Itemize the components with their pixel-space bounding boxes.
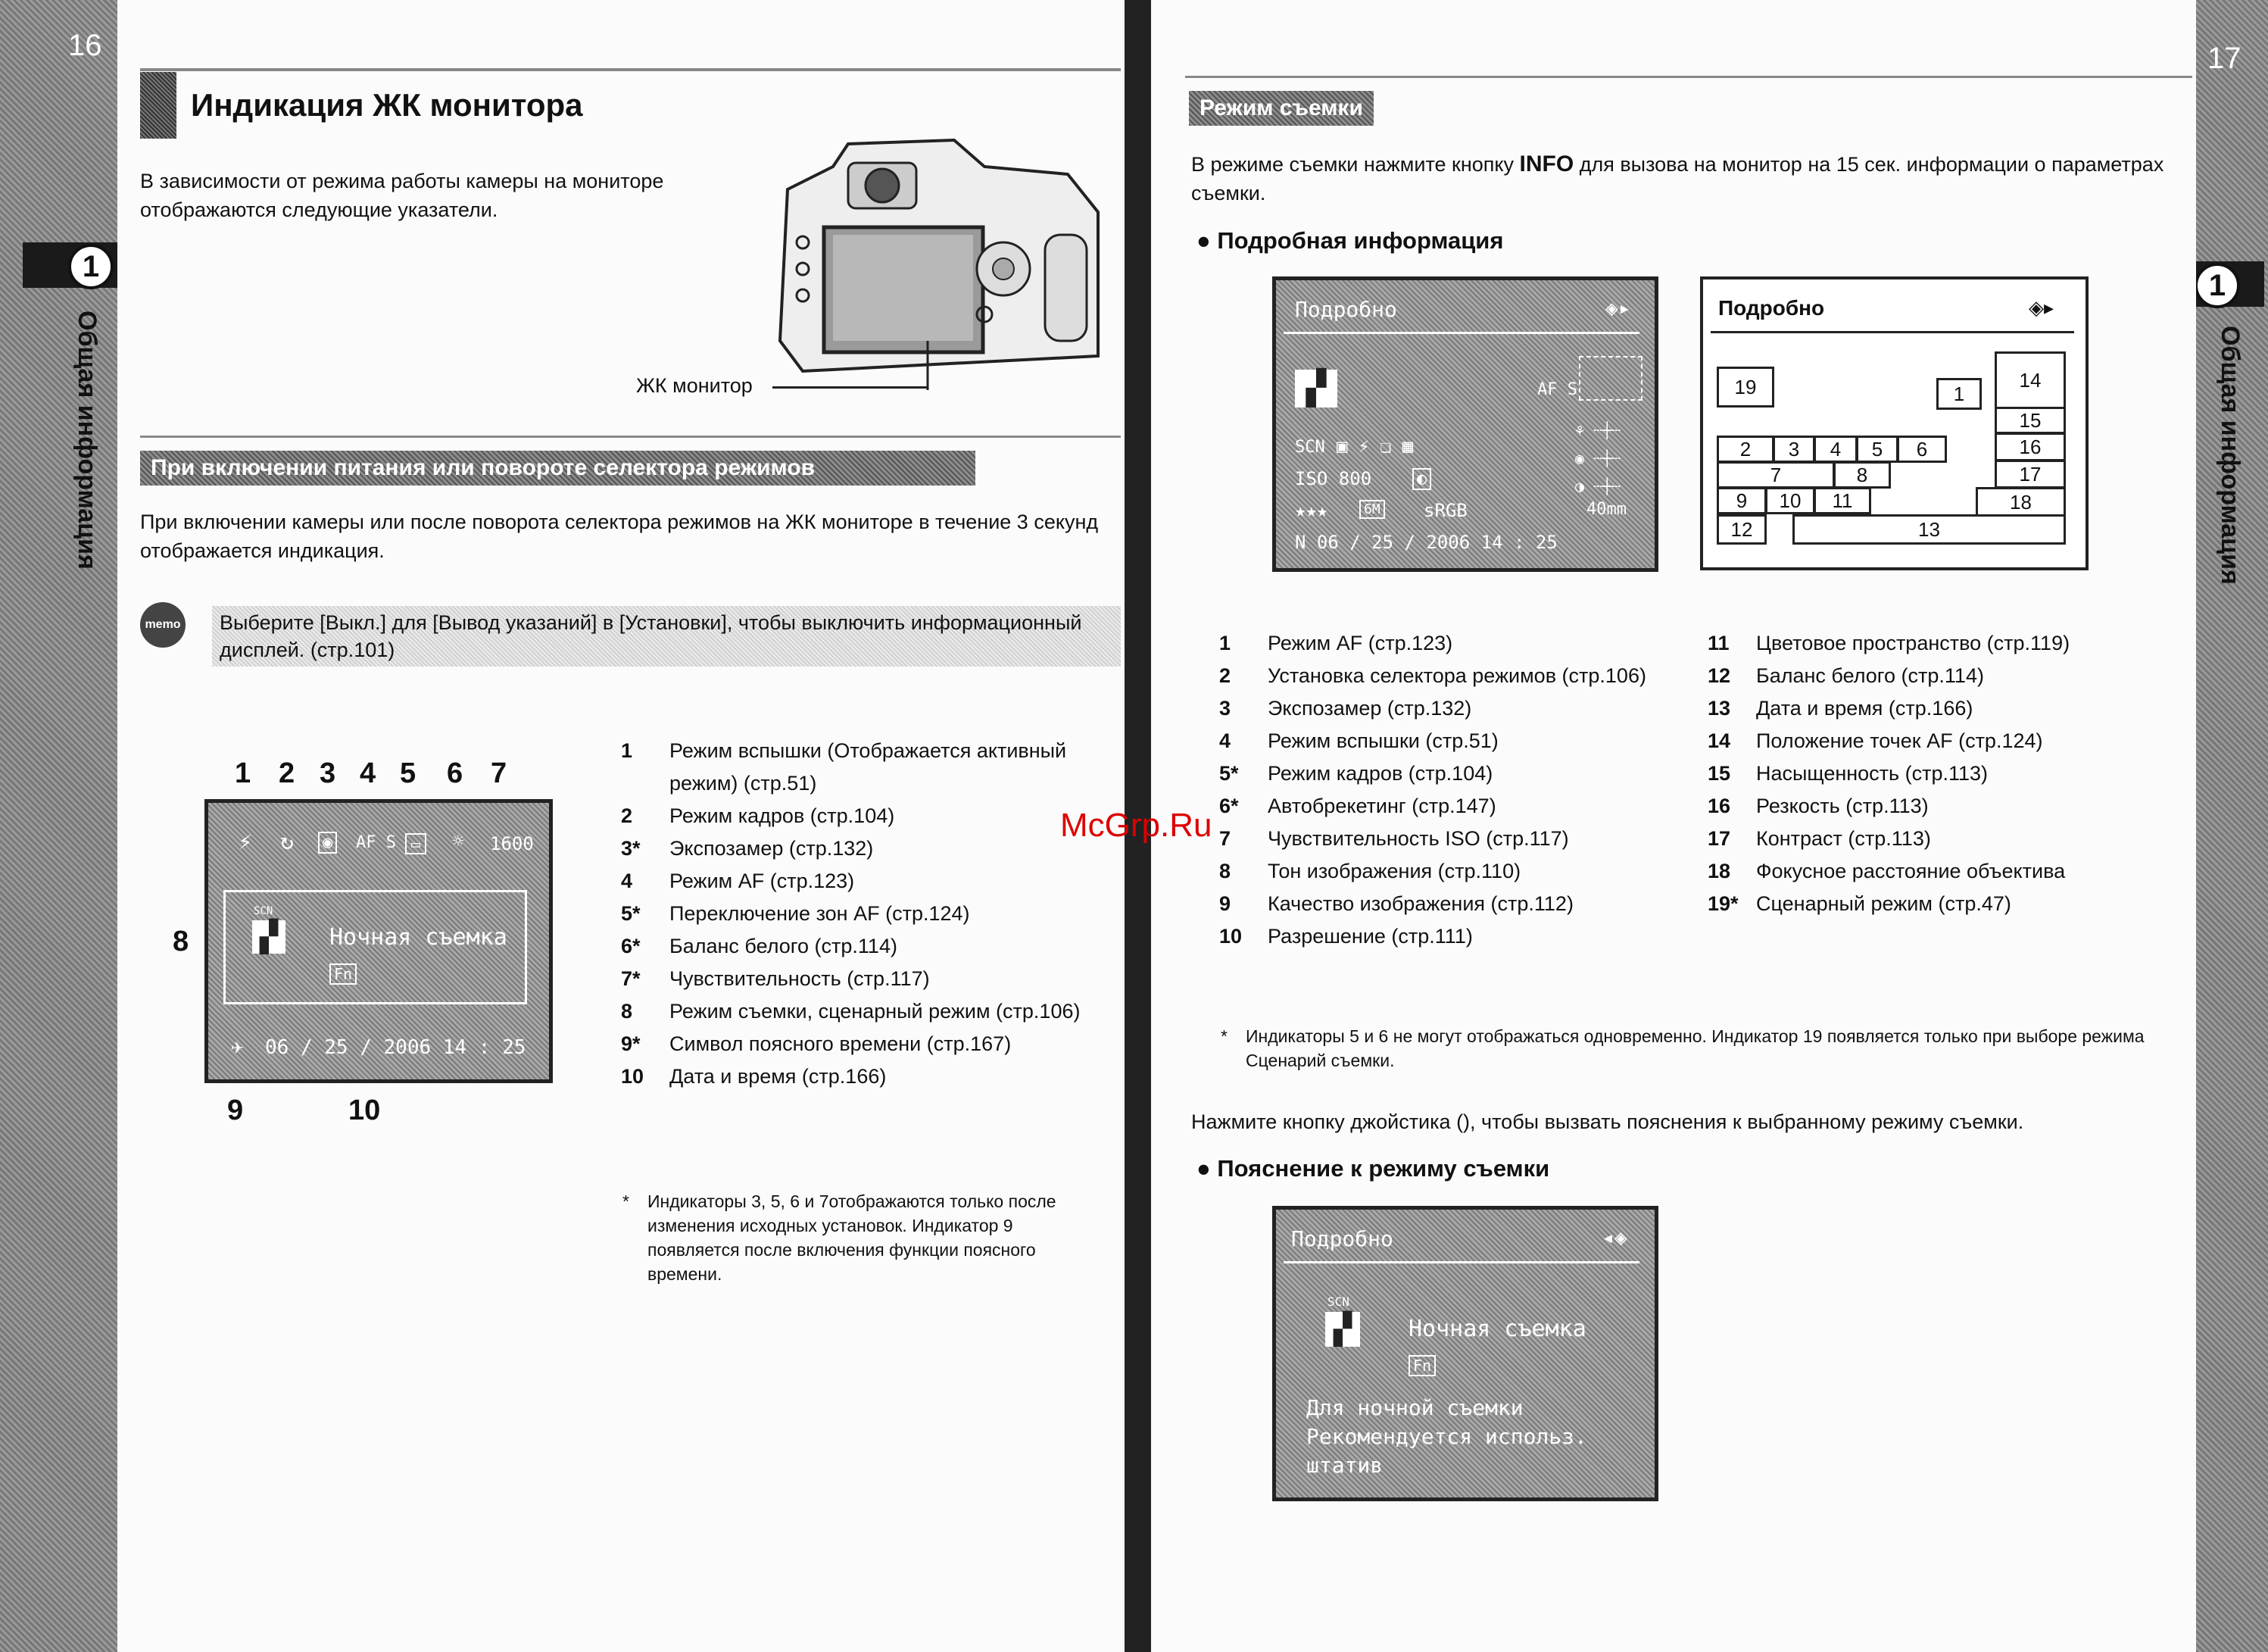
- list-item: 7* Чувствительность (стр.117): [621, 967, 930, 990]
- callout-6: 6: [447, 757, 463, 789]
- left-footnote: Индикаторы 3, 5, 6 и 7отображаются только после изменения исходных установок. Индикатор 9 появляется после включения функции поясного времени.: [647, 1191, 1056, 1284]
- night-scene-icon: ▞: [1325, 1312, 1360, 1347]
- section-banner: При включении питания или повороте селектора режимов: [140, 451, 975, 486]
- diagram-cell-14: 14: [1995, 351, 2066, 409]
- af-area-icon: ▭: [405, 833, 426, 854]
- list-item: 8 Режим съемки, сценарный режим (стр.106): [621, 1000, 1081, 1023]
- iso-value: 1600: [490, 833, 534, 854]
- callout-2: 2: [279, 757, 295, 789]
- list-item: 10 Разрешение (стр.111): [1219, 925, 1473, 948]
- camera-illustration: [757, 121, 1106, 394]
- white-balance-icon: ☼: [452, 830, 464, 853]
- diagram-cell-5: 5: [1856, 436, 1898, 463]
- night-scene-icon: ▞: [1295, 370, 1337, 408]
- title-marker: [140, 72, 176, 139]
- list-item: 6* Автобрекетинг (стр.147): [1219, 795, 1496, 817]
- diagram-cell-4: 4: [1814, 436, 1858, 463]
- callout-3: 3: [320, 757, 336, 789]
- callout-5: 5: [400, 757, 416, 789]
- right-edge: [2196, 0, 2268, 1652]
- lcd-title: Подробно: [1291, 1226, 1393, 1251]
- intro-text: В зависимости от режима работы камеры на мониторе отображаются следующие указатели.: [140, 170, 664, 221]
- list-item: 18 Фокусное расстояние объектива: [1708, 860, 2066, 882]
- diagram-cell-2: 2: [1717, 436, 1774, 463]
- section-rule: [140, 436, 1121, 438]
- list-item: 16 Резкость (стр.113): [1708, 795, 1929, 817]
- diagram-cell-19: 19: [1717, 367, 1774, 408]
- list-item: 4 Режим AF (стр.123): [621, 870, 855, 892]
- list-item: 15 Насыщенность (стр.113): [1708, 762, 1989, 785]
- lcd-datetime: N 06 / 25 / 2006 14 : 25: [1295, 532, 1558, 553]
- memo-icon: memo: [140, 602, 186, 648]
- diagram-cell-11: 11: [1814, 487, 1871, 514]
- lcd-datetime: 06 / 25 / 2006 14 : 25: [265, 1036, 526, 1059]
- fn-button-icon: Fn: [329, 963, 357, 985]
- night-scene-icon: ▞: [252, 920, 285, 954]
- list-item: 3 Экспозамер (стр.132): [1219, 697, 1472, 720]
- diagram-cell-1: 1: [1936, 378, 1982, 410]
- page-number-right: 17: [2207, 42, 2241, 75]
- af-mode: AF S: [1537, 380, 1577, 399]
- shooting-mode-banner: Режим съемки: [1189, 91, 1374, 126]
- lcd-mode-explanation: [1272, 1206, 1658, 1501]
- diagram-cell-13: 13: [1792, 514, 2066, 545]
- list-item: 2 Режим кадров (стр.104): [621, 804, 895, 827]
- list-item: 9* Символ поясного времени (стр.167): [621, 1032, 1012, 1055]
- list-item: 1 Режим AF (стр.123): [1219, 632, 1453, 654]
- list-item: 12 Баланс белого (стр.114): [1708, 664, 1984, 687]
- chapter-label-right: Общая информация: [2216, 326, 2245, 585]
- metering-icon: ◉: [318, 832, 337, 854]
- list-item: 14 Положение точек AF (стр.124): [1708, 729, 2043, 752]
- list-item: 8 Тон изображения (стр.110): [1219, 860, 1521, 882]
- chapter-number-left: 1: [68, 244, 114, 289]
- info-button-label: INFO: [1519, 151, 1574, 176]
- list-item: 5* Режим кадров (стр.104): [1219, 762, 1493, 785]
- color-space: sRGB: [1424, 500, 1468, 521]
- list-item: 13 Дата и время (стр.166): [1708, 697, 1973, 720]
- list-item: 5* Переключение зон AF (стр.124): [621, 902, 970, 925]
- info-nav-icon: ◈▸: [2029, 296, 2054, 319]
- right-intro: В режиме съемки нажмите кнопку INFO для вызова на монитор на 15 сек. информации о параметрах съемки.: [1191, 151, 2164, 205]
- diagram-cell-15: 15: [1995, 407, 2066, 434]
- af-points-icon: [1579, 356, 1643, 401]
- diagram-cell-3: 3: [1773, 436, 1815, 463]
- joystick-text: Нажмите кнопку джойстика (), чтобы вызвать пояснения к выбранному режиму съемки.: [1191, 1110, 2024, 1133]
- title-rule: [140, 68, 1121, 71]
- info-nav-icon: ◈▸: [1605, 295, 1631, 320]
- heading-detailed-info: ● Подробная информация: [1196, 227, 1504, 254]
- diagram-title: Подробно: [1718, 296, 1825, 320]
- left-legend-list: [621, 735, 1106, 1093]
- lcd-detailed-screen: [1272, 276, 1658, 572]
- watermark: McGrp.Ru: [1060, 807, 1212, 844]
- fn-button-icon: Fn: [1409, 1355, 1436, 1376]
- world-time-icon: ✈: [231, 1034, 244, 1059]
- list-item: 1 Режим вспышки (Отображается активный режим) (стр.51): [621, 739, 1067, 795]
- chapter-number-right: 1: [2195, 263, 2240, 308]
- callout-1: 1: [235, 757, 251, 789]
- list-item: 2 Установка селектора режимов (стр.106): [1219, 664, 1646, 687]
- right-footnote: Индикаторы 5 и 6 не могут отображаться одновременно. Индикатор 19 появляется только при выборе режима Сценарий съемки.: [1246, 1026, 2145, 1070]
- list-item: 10 Дата и время (стр.166): [621, 1065, 887, 1088]
- quality-stars: ★★★: [1295, 500, 1328, 521]
- diagram-cell-7: 7: [1717, 461, 1835, 489]
- iso-value: ISO 800: [1295, 468, 1372, 489]
- info-nav-icon: ◂◈: [1602, 1225, 1627, 1250]
- list-item: 3* Экспозамер (стр.132): [621, 837, 874, 860]
- explanation-line-3: штатив: [1306, 1453, 1384, 1478]
- diagram-cell-10: 10: [1765, 487, 1815, 514]
- diagram-cell-8: 8: [1833, 461, 1891, 489]
- lcd-title: Подробно: [1295, 297, 1397, 322]
- callout-4: 4: [360, 757, 376, 789]
- diagram-cell-18: 18: [1976, 487, 2066, 517]
- chapter-label-left: Общая информация: [73, 311, 101, 570]
- diagram-cell-16: 16: [1995, 433, 2066, 461]
- right-legend-list-a: [1219, 627, 1689, 953]
- lcd-title-rule: [1284, 1261, 1639, 1263]
- list-item: 17 Контраст (стр.113): [1708, 827, 1931, 850]
- explanation-line-2: Рекомендуется использ.: [1306, 1424, 1587, 1449]
- af-mode: AF S: [356, 833, 396, 852]
- scene-name: Ночная съемка: [329, 924, 507, 951]
- left-note-mark: *: [622, 1191, 629, 1211]
- list-item: 19* Сценарный режим (стр.47): [1708, 892, 2011, 915]
- image-tone-icon: ◐: [1412, 468, 1431, 490]
- diagram-cell-17: 17: [1995, 460, 2066, 489]
- right-rule: [1185, 76, 2192, 78]
- parameter-sliders-icon: ⚘ ┄┼┄ ◉ ┄┼┄ ◑ ┄┼┄: [1575, 421, 1621, 495]
- resolution-icon: 6M: [1359, 500, 1385, 519]
- callout-8: 8: [173, 926, 189, 957]
- right-legend-list-b: [1708, 627, 2177, 920]
- list-item: 9 Качество изображения (стр.112): [1219, 892, 1574, 915]
- list-item: 7 Чувствительность ISO (стр.117): [1219, 827, 1569, 850]
- status-icons-row: ▣ ⚡ ❏ ▦: [1337, 436, 1414, 457]
- memo-text: Выберите [Выкл.] для [Вывод указаний] в [Установки], чтобы выключить информационный дисплей. (стр.101): [212, 606, 1121, 667]
- explanation-line-1: Для ночной съемки: [1306, 1395, 1524, 1420]
- callout-7: 7: [491, 757, 507, 789]
- scn-label: SCN: [1295, 438, 1325, 457]
- focal-length: 40mm: [1586, 500, 1627, 519]
- lcd-screen-left: [204, 799, 553, 1083]
- list-item: 11 Цветовое пространство (стр.119): [1708, 632, 2070, 654]
- scene-name: Ночная съемка: [1409, 1316, 1586, 1342]
- lcd-title-rule: [1284, 332, 1639, 334]
- caption-leader: [772, 386, 928, 389]
- diagram-title-rule: [1711, 331, 2074, 333]
- page-number-left: 16: [68, 29, 102, 62]
- list-item: 4 Режим вспышки (стр.51): [1219, 729, 1499, 752]
- list-item: 6* Баланс белого (стр.114): [621, 935, 897, 957]
- flash-icon: ⚡: [239, 829, 253, 855]
- right-note-mark: *: [1221, 1026, 1228, 1046]
- power-text: При включении камеры или после поворота селектора режимов на ЖК мониторе в течение 3 секунд отображается индикация.: [140, 511, 1099, 562]
- scn-label: SCN: [254, 905, 273, 917]
- scn-label: SCN: [1327, 1294, 1349, 1309]
- diagram-cell-6: 6: [1897, 436, 1947, 463]
- layout-diagram: [1700, 276, 2089, 570]
- drive-icon: ↻: [280, 829, 295, 855]
- callout-10: 10: [348, 1095, 381, 1126]
- camera-caption: ЖК монитор: [636, 374, 753, 397]
- callout-9: 9: [227, 1095, 244, 1126]
- page-title: Индикация ЖК монитора: [191, 87, 583, 123]
- heading-mode-explanation: ● Пояснение к режиму съемки: [1196, 1155, 1550, 1182]
- diagram-cell-9: 9: [1717, 487, 1767, 514]
- diagram-cell-12: 12: [1717, 514, 1767, 545]
